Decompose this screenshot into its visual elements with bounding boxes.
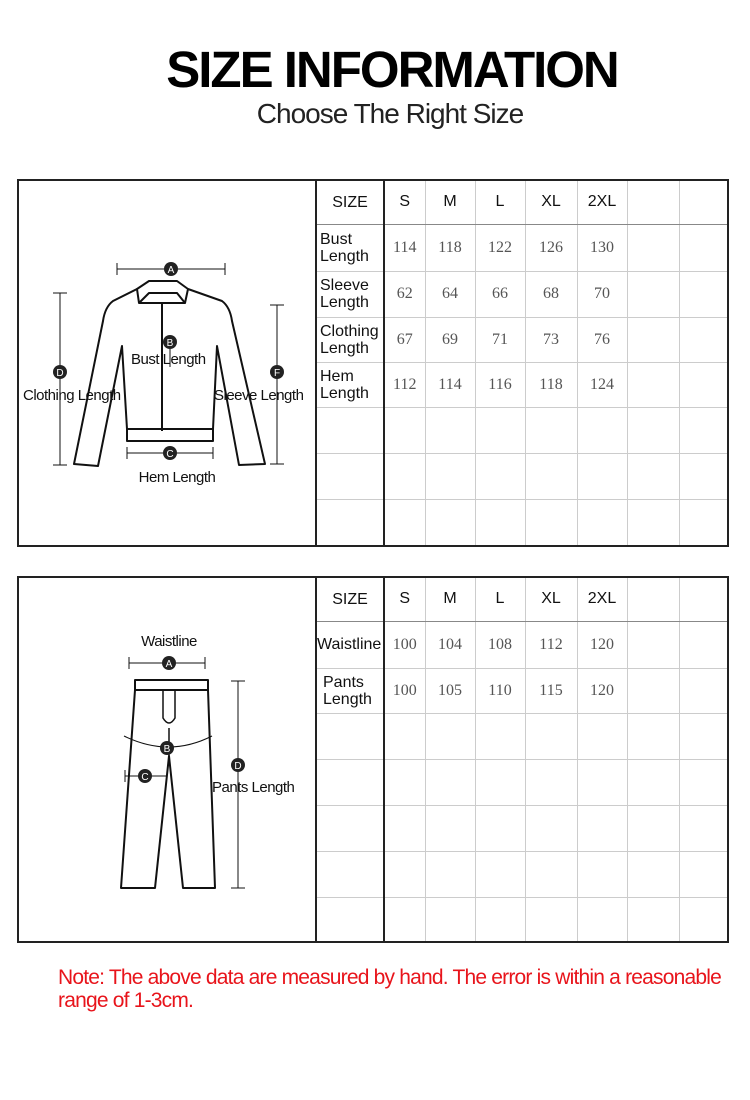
table-cell: 118 — [525, 362, 577, 407]
size-corner-cell: SIZE — [316, 578, 384, 621]
size-col-header: L — [475, 181, 525, 224]
size-col-header: M — [425, 181, 475, 224]
table-cell: 64 — [425, 271, 475, 317]
measurement-note: Note: The above data are measured by hand. The error is within a reasonable range of 1-3cm. — [58, 966, 721, 1012]
table-cell: 116 — [475, 362, 525, 407]
table-row — [316, 621, 727, 668]
row-label: Sleeve Length — [316, 271, 384, 317]
jacket-outline-icon — [74, 281, 265, 466]
table-cell: 115 — [525, 668, 577, 713]
pants-outline-icon — [121, 680, 215, 888]
table-cell: 105 — [425, 668, 475, 713]
table-cell: 62 — [384, 271, 425, 317]
jacket-size-panel — [17, 179, 729, 547]
clothing-length-label: Clothing Length — [23, 387, 121, 404]
table-cell: 66 — [475, 271, 525, 317]
marker-b-label: B — [163, 744, 171, 755]
size-col-header: XL — [525, 181, 577, 224]
table-row — [316, 271, 727, 317]
table-cell: 110 — [475, 668, 525, 713]
table-cell: 114 — [425, 362, 475, 407]
dimension-f-line — [270, 305, 284, 464]
row-label: Waistline — [316, 621, 384, 668]
table-row-empty — [316, 851, 727, 897]
size-col-header: 2XL — [577, 181, 627, 224]
table-cell: 69 — [425, 317, 475, 362]
sleeve-length-label: Sleeve Length — [214, 387, 304, 404]
marker-a-label: A — [165, 659, 173, 670]
marker-c-label: C — [141, 772, 149, 783]
table-cell: 70 — [577, 271, 627, 317]
marker-d-label: D — [56, 368, 64, 379]
table-cell: 108 — [475, 621, 525, 668]
table-cell: 104 — [425, 621, 475, 668]
table-row-empty — [316, 499, 727, 545]
table-cell: 71 — [475, 317, 525, 362]
marker-d-label: D — [234, 761, 242, 772]
size-col-header: S — [384, 181, 425, 224]
size-col-header: 2XL — [577, 578, 627, 621]
table-row-empty — [316, 897, 727, 941]
table-row — [316, 224, 727, 271]
marker-f-label: F — [273, 368, 281, 379]
table-row — [316, 668, 727, 713]
table-row-empty — [316, 805, 727, 851]
marker-a-label: A — [167, 265, 175, 276]
table-cell: 112 — [384, 362, 425, 407]
row-label: Clothing Length — [316, 317, 384, 362]
table-row-empty — [316, 713, 727, 759]
table-cell: 73 — [525, 317, 577, 362]
marker-c-label: C — [166, 449, 174, 460]
size-col-header: S — [384, 578, 425, 621]
table-row-empty — [316, 407, 727, 453]
jacket-diagram — [19, 181, 315, 545]
table-cell: 118 — [425, 224, 475, 271]
jacket-size-table — [315, 181, 727, 545]
table-cell: 124 — [577, 362, 627, 407]
waistline-label: Waistline — [141, 633, 197, 650]
jacket-illustration — [19, 181, 315, 545]
page-subtitle: Choose The Right Size — [256, 98, 524, 129]
pants-size-panel — [17, 576, 729, 943]
row-label: Pants Length — [316, 668, 384, 713]
table-cell: 120 — [577, 621, 627, 668]
size-col-header: M — [425, 578, 475, 621]
table-cell: 120 — [577, 668, 627, 713]
table-header-row — [316, 578, 727, 621]
table-row — [316, 362, 727, 407]
table-cell: 67 — [384, 317, 425, 362]
table-cell: 100 — [384, 668, 425, 713]
row-label: Bust Length — [316, 224, 384, 271]
size-col-header: L — [475, 578, 525, 621]
table-row — [316, 317, 727, 362]
hem-length-label: Hem Length — [138, 469, 216, 486]
table-cell: 114 — [384, 224, 425, 271]
size-col-header: XL — [525, 578, 577, 621]
pants-size-table — [315, 578, 727, 941]
pants-length-label: Pants Length — [212, 779, 295, 796]
table-cell: 76 — [577, 317, 627, 362]
table-cell: 126 — [525, 224, 577, 271]
table-cell: 112 — [525, 621, 577, 668]
table-header-row — [316, 181, 727, 224]
size-corner-cell: SIZE — [316, 181, 384, 224]
table-cell: 68 — [525, 271, 577, 317]
table-cell: 122 — [475, 224, 525, 271]
page-title: SIZE INFORMATION — [166, 41, 618, 98]
table-row-empty — [316, 759, 727, 805]
table-row-empty — [316, 453, 727, 499]
row-label: Hem Length — [316, 362, 384, 407]
table-cell: 130 — [577, 224, 627, 271]
pants-illustration — [19, 578, 315, 941]
pants-diagram — [19, 578, 315, 941]
bust-length-label: Bust Length — [131, 351, 206, 368]
table-cell: 100 — [384, 621, 425, 668]
marker-b-label: B — [166, 338, 174, 349]
